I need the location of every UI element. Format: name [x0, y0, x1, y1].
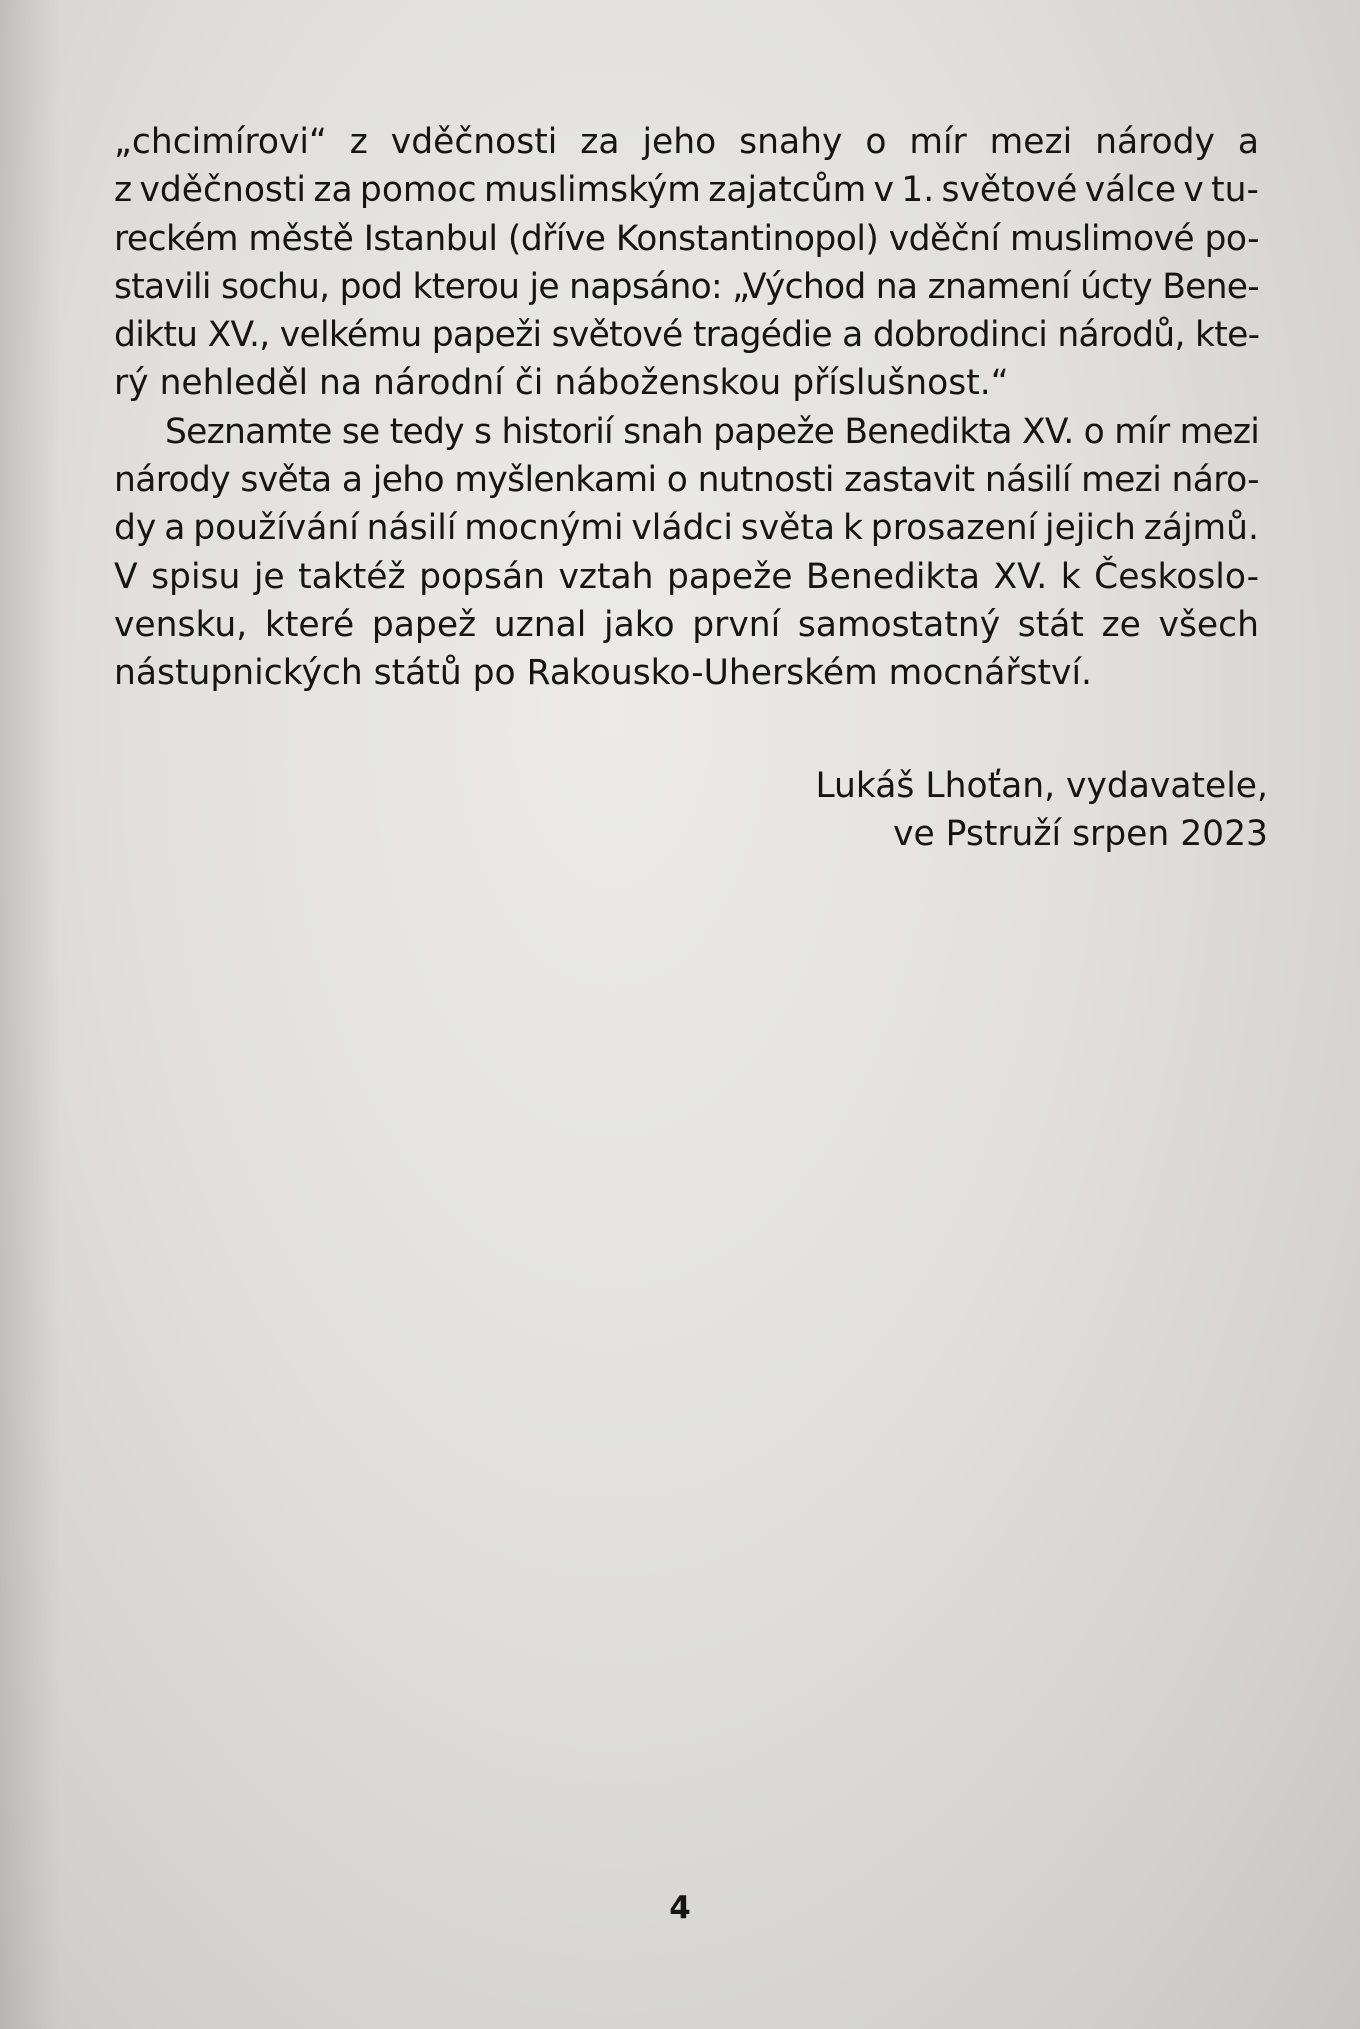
paragraph-1	[114, 118, 1259, 408]
signature-place-date: ve Pstruží srpen 2023	[893, 814, 1268, 854]
text-line: vensku, které papež uznal jako první samostatný stát ze všech	[114, 604, 1259, 645]
text-line: národy světa a jeho myšlenkami o nutnosti zastavit násilí mezi náro-	[114, 460, 1259, 501]
text-line: rý nehleděl na národní či náboženskou příslušnost.“	[114, 363, 1009, 404]
text-line: nástupnických států po Rakousko-Uherském mocnářství.	[114, 653, 1093, 694]
page-number: 4	[669, 1890, 691, 1926]
text-line: z vděčnosti za pomoc muslimským zajatcům v 1. světové válce v tu-	[114, 170, 1259, 211]
text-line: reckém městě Istanbul (dříve Konstantinopol) vděční muslimové po-	[114, 218, 1259, 259]
text-line: dy a používání násilí mocnými vládci světa k prosazení jejich zájmů.	[114, 508, 1259, 549]
text-line: V spisu je taktéž popsán vztah papeže Benedikta XV. k Českoslo-	[114, 556, 1260, 597]
text-line: „chcimírovi“ z vděčnosti za jeho snahy o mír mezi národy a	[114, 122, 1259, 162]
signature	[815, 762, 1268, 858]
text-line: Seznamte se tedy s historií snah papeže Benedikta XV. o mír mezi	[165, 411, 1260, 452]
paragraph-2	[114, 408, 1259, 698]
text-line: stavili sochu, pod kterou je napsáno: „Východ na znamení úcty Bene-	[114, 266, 1259, 307]
signature-name: Lukáš Lhoťan, vydavatele,	[815, 766, 1268, 806]
body-text	[114, 118, 1259, 698]
text-line: diktu XV., velkému papeži světové tragédie a dobrodinci národů, kte-	[114, 315, 1260, 356]
